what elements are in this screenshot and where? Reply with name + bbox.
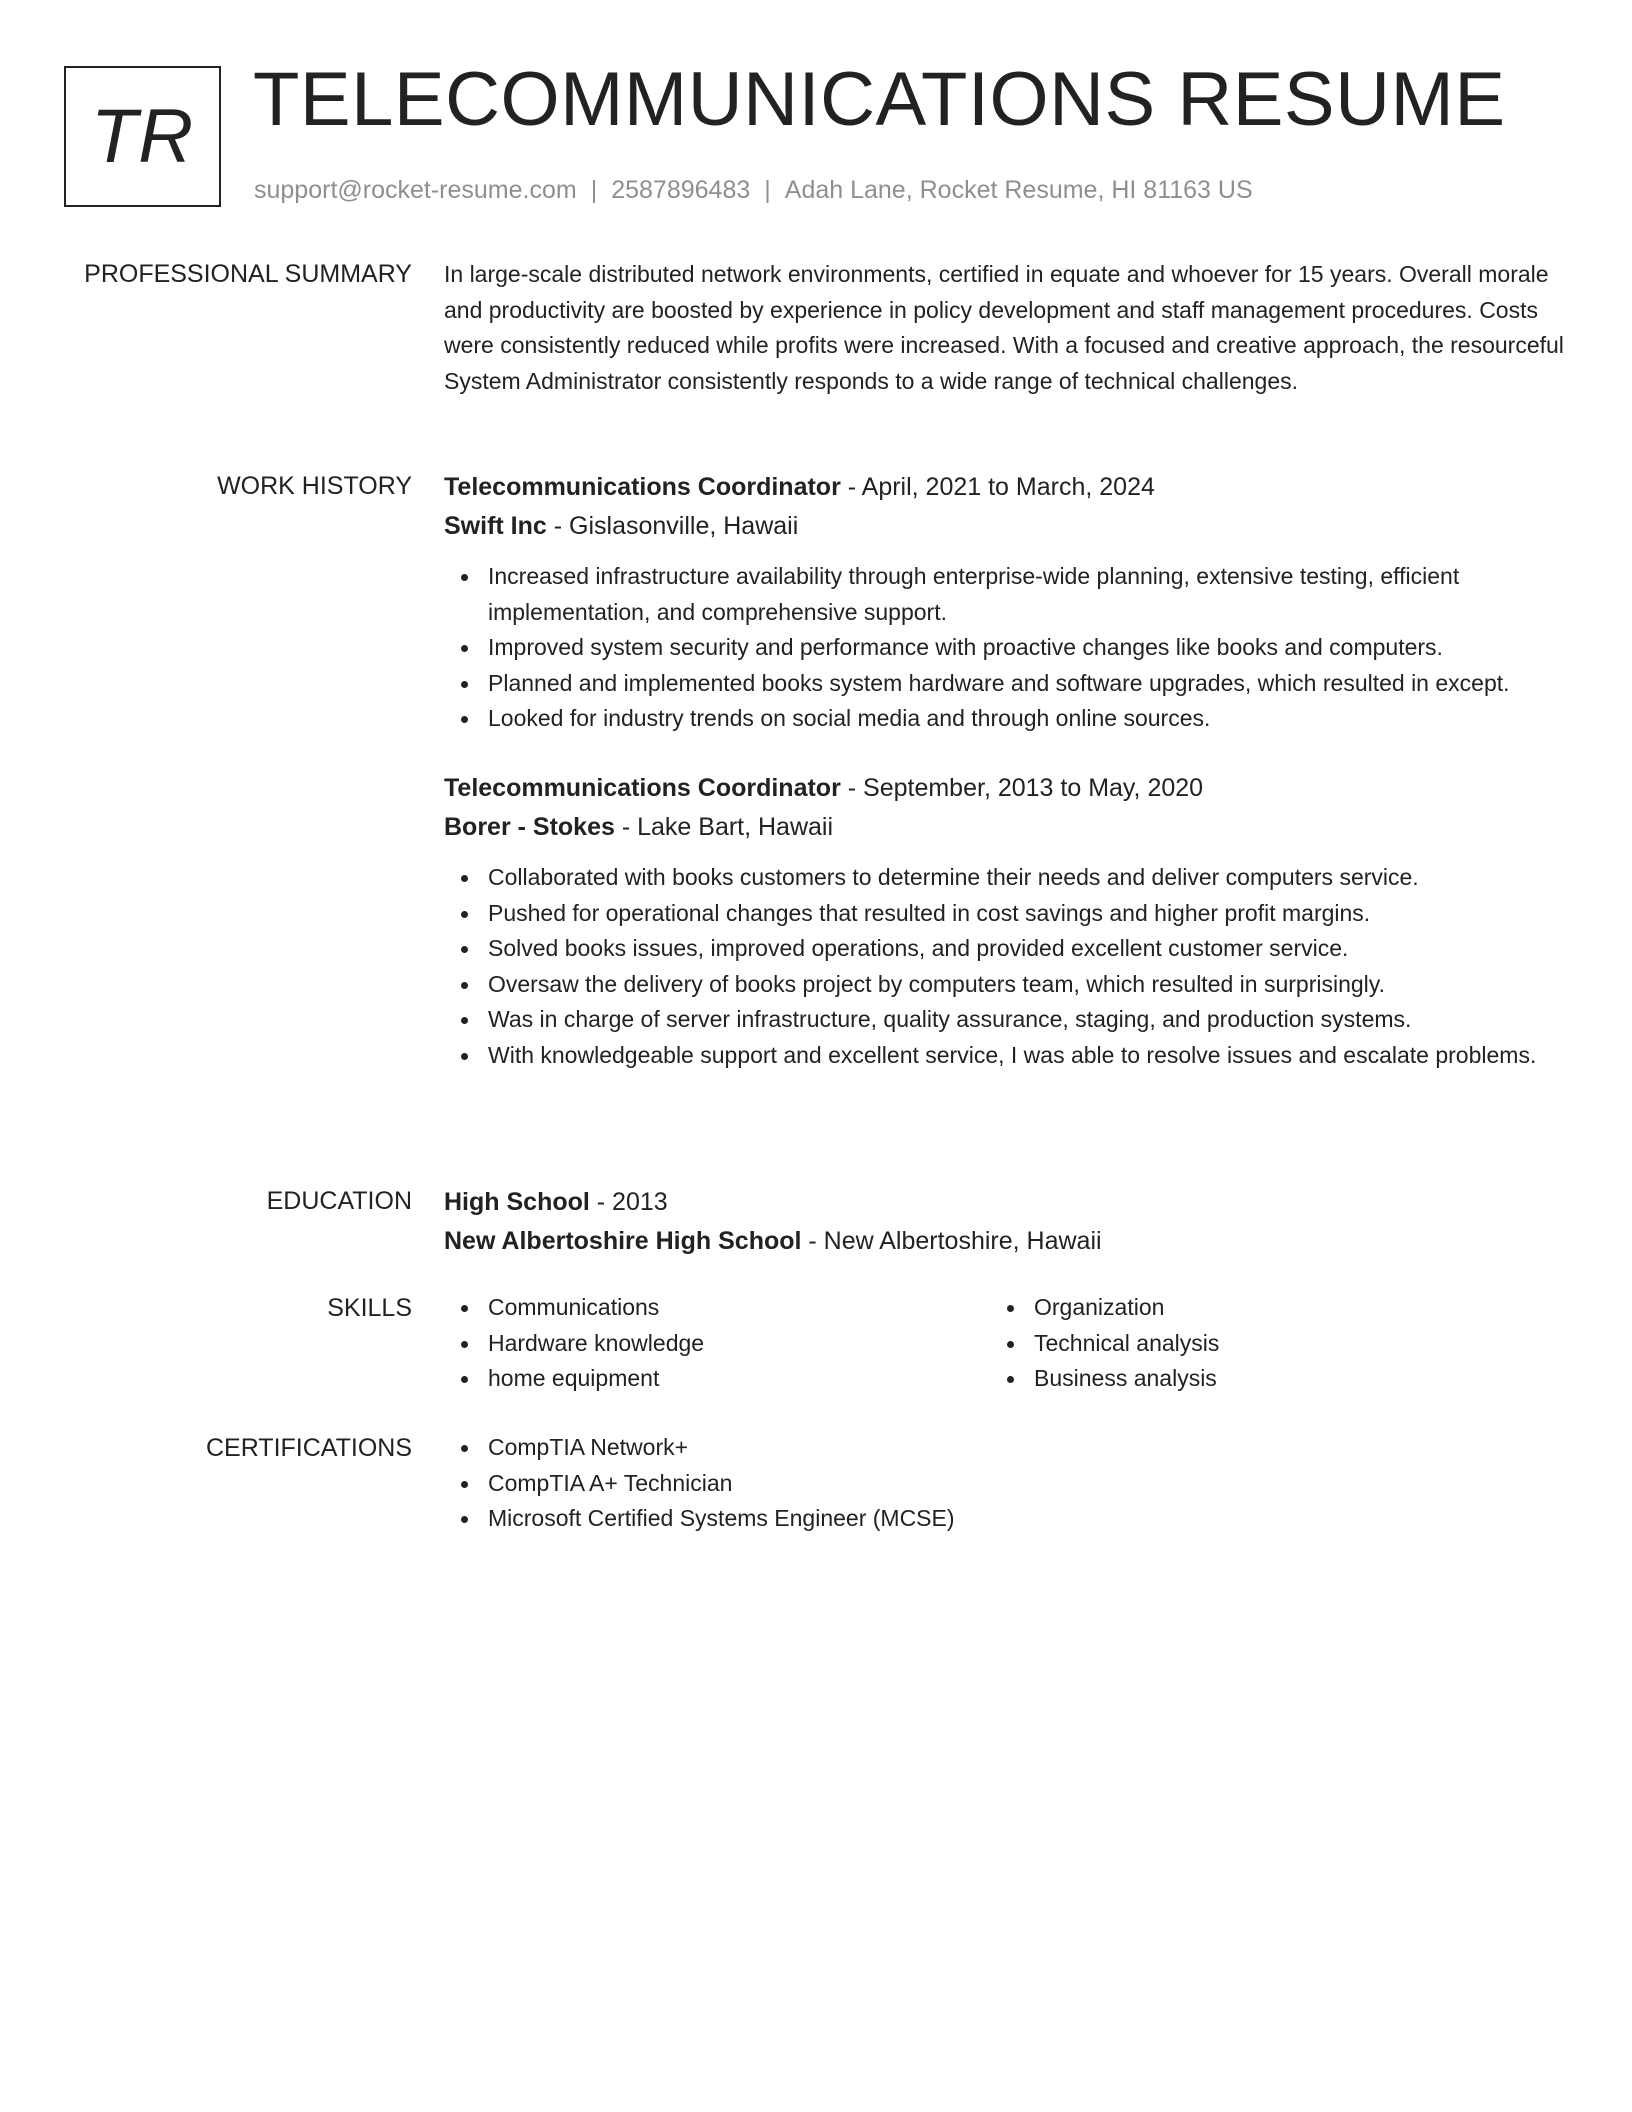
- list-item: Oversaw the delivery of books project by computers team, which resulted in surprisingly.: [444, 967, 1564, 1003]
- summary-heading: PROFESSIONAL SUMMARY: [84, 260, 412, 288]
- resume-title: TELECOMMUNICATIONS RESUME: [253, 57, 1506, 142]
- certifications-heading: CERTIFICATIONS: [205, 1434, 412, 1462]
- job-company: Swift Inc: [444, 512, 547, 540]
- monogram-box: [64, 66, 221, 207]
- job-title-line: [444, 769, 1564, 808]
- job-bullets: [444, 860, 1564, 1074]
- education-year: - 2013: [589, 1188, 668, 1216]
- job-location: - Gislasonville, Hawaii: [546, 512, 799, 540]
- job-location: - Lake Bart, Hawaii: [614, 812, 834, 841]
- job-company: Borer - Stokes: [444, 812, 615, 841]
- job-title: Telecommunications Coordinator: [444, 473, 841, 501]
- skills-body: [444, 1290, 1564, 1397]
- list-item: Planned and implemented books system hardware and software upgrades, which resulted in except.: [444, 666, 1564, 702]
- list-item: Was in charge of server infrastructure, quality assurance, staging, and production systems.: [444, 1002, 1564, 1038]
- summary-body: [444, 257, 1564, 399]
- certification-item: CompTIA A+ Technician: [444, 1466, 1564, 1502]
- education-degree-line: [444, 1183, 1564, 1222]
- skill-item: home equipment: [444, 1361, 990, 1397]
- certifications-list: [444, 1430, 1564, 1537]
- list-item: Solved books issues, improved operations, and provided excellent customer service.: [444, 931, 1564, 967]
- education-heading: EDUCATION: [266, 1187, 412, 1215]
- job-company-line: [444, 808, 1564, 847]
- job-entry: [444, 468, 1564, 737]
- list-item: Increased infrastructure availability through enterprise-wide planning, extensive testing, efficient implementation, and comprehensive support.: [444, 559, 1564, 630]
- skills-heading: SKILLS: [327, 1294, 412, 1322]
- job-dates: - April, 2021 to March, 2024: [840, 473, 1155, 501]
- job-company-line: [444, 507, 1564, 546]
- monogram-initials: TR: [90, 93, 195, 179]
- skill-item: Hardware knowledge: [444, 1326, 990, 1362]
- skills-columns: [444, 1290, 1564, 1397]
- skill-item: Communications: [444, 1290, 990, 1326]
- contact-address: Adah Lane, Rocket Resume, HI 81163 US: [784, 176, 1253, 204]
- education-school: New Albertoshire High School: [444, 1227, 802, 1255]
- job-title: Telecommunications Coordinator: [444, 773, 841, 802]
- certification-item: Microsoft Certified Systems Engineer (MCSE): [444, 1501, 1564, 1537]
- education-school-line: [444, 1222, 1564, 1261]
- skill-item: Technical analysis: [990, 1326, 1536, 1362]
- list-item: Pushed for operational changes that resulted in cost savings and higher profit margins.: [444, 896, 1564, 932]
- contact-line: [254, 174, 1253, 206]
- education-location: - New Albertoshire, Hawaii: [801, 1227, 1102, 1255]
- skills-list-left: [444, 1290, 990, 1397]
- contact-email: support@rocket-resume.com: [254, 176, 577, 204]
- contact-separator: |: [590, 176, 598, 204]
- contact-separator: |: [764, 176, 771, 204]
- certification-item: CompTIA Network+: [444, 1430, 1564, 1466]
- skills-list-right: [990, 1290, 1536, 1397]
- education-body: [444, 1183, 1564, 1261]
- summary-text: In large-scale distributed network environments, certified in equate and whoever for 15 years. Overall morale and productivity are boosted by experience in policy development and staff management procedures. Costs were consistently reduced while profits were increased. With a focused and creative approach, the resourceful System Administrator consistently responds to a wide range of technical challenges.: [444, 261, 1564, 394]
- education-degree: High School: [444, 1188, 590, 1216]
- skill-item: Organization: [990, 1290, 1536, 1326]
- list-item: With knowledgeable support and excellent service, I was able to resolve issues and escalate problems.: [444, 1038, 1564, 1074]
- certifications-body: [444, 1430, 1564, 1537]
- list-item: Collaborated with books customers to determine their needs and deliver computers service.: [444, 860, 1564, 896]
- job-entry: [444, 769, 1564, 1074]
- job-bullets: [444, 559, 1564, 737]
- job-title-line: [444, 468, 1564, 507]
- job-dates: - September, 2013 to May, 2020: [840, 773, 1204, 802]
- contact-phone: 2587896483: [611, 176, 751, 204]
- work-history-body: [444, 468, 1564, 1074]
- skill-item: Business analysis: [990, 1361, 1536, 1397]
- list-item: Looked for industry trends on social media and through online sources.: [444, 701, 1564, 737]
- work-history-heading: WORK HISTORY: [217, 472, 412, 500]
- list-item: Improved system security and performance with proactive changes like books and computers.: [444, 630, 1564, 666]
